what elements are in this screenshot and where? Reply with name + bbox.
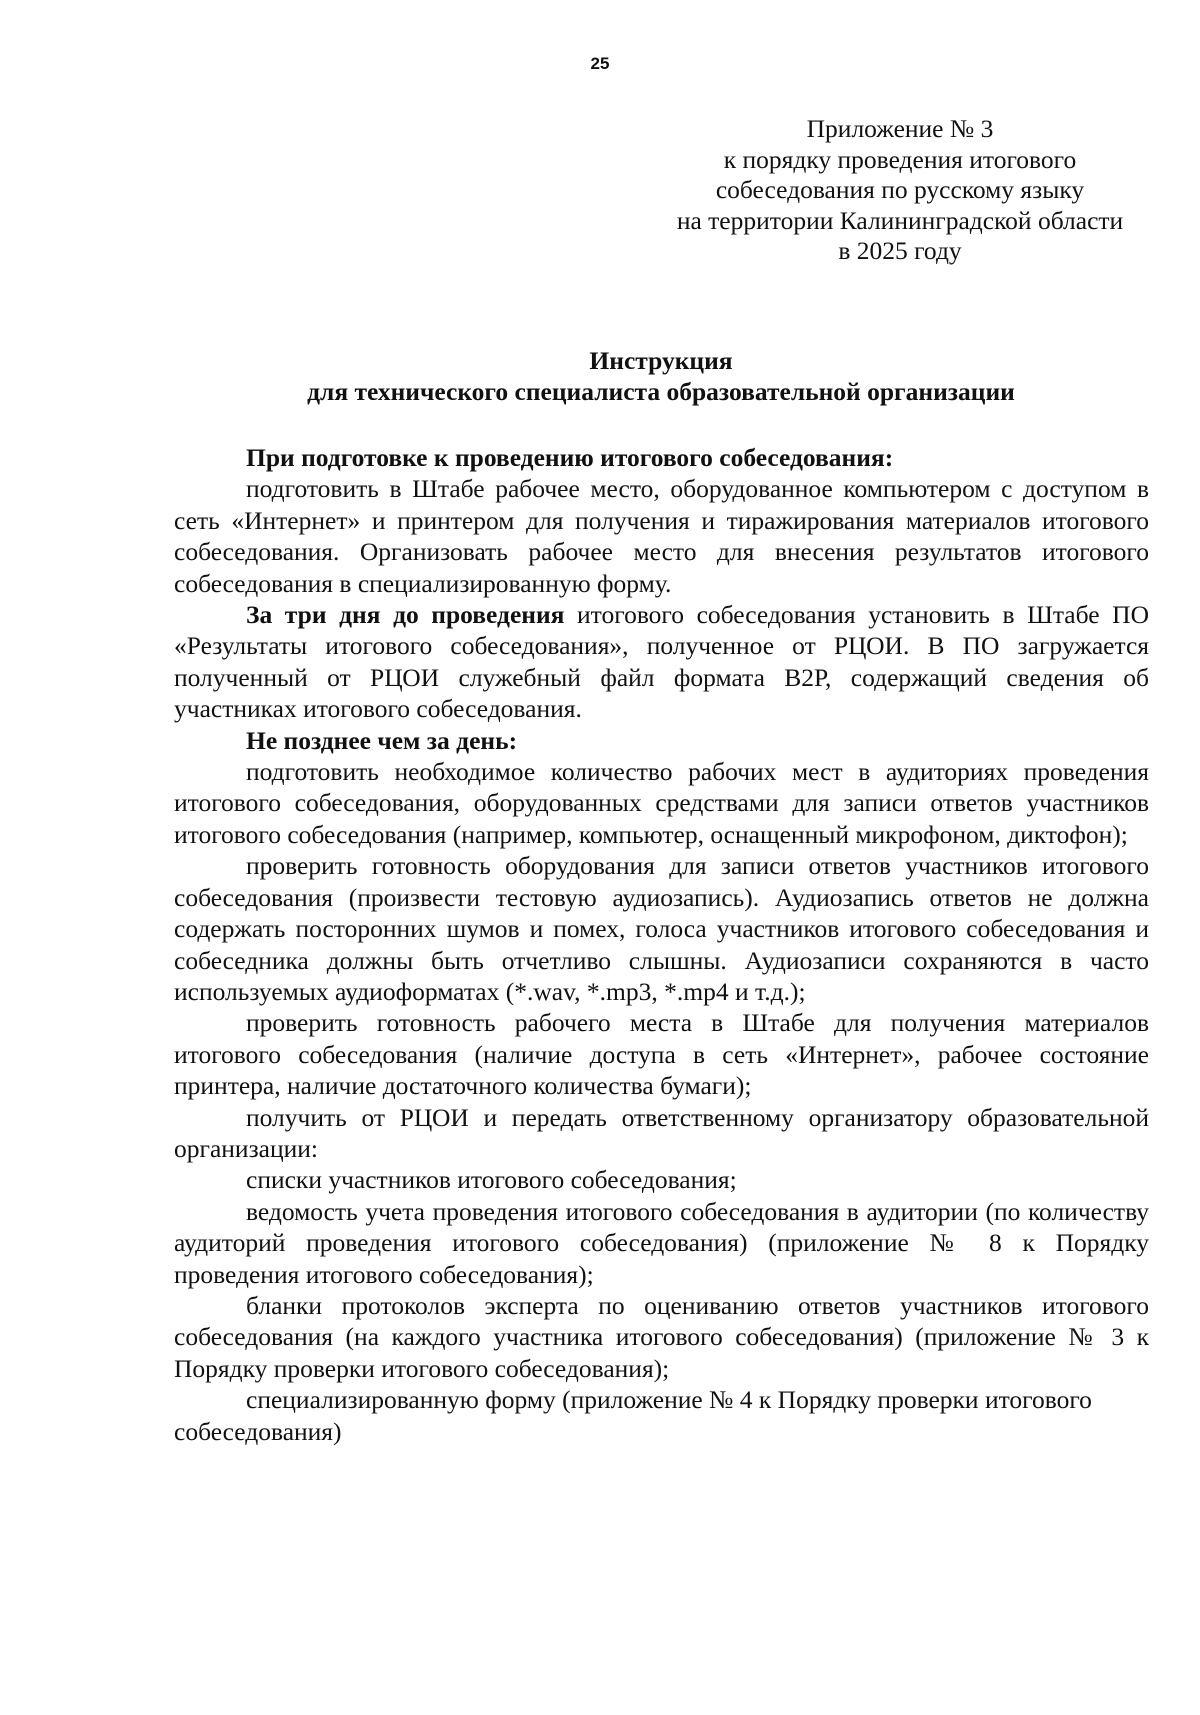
section-heading-preparation: При подготовке к проведению итогового собеседования:	[246, 443, 894, 472]
paragraph-three-days-text: итогового собеседования установить в Штабе ПО «Результаты итогового собеседования», полученное от РЦОИ. В ПО загружается полученный от РЦОИ служебный файл формата В2Р, содержащий сведения об участниках итогового собеседования.	[174, 600, 1149, 724]
title-line-2: для технического специалиста образовательной организации	[307, 377, 1015, 406]
paragraph-preparation: подготовить в Штабе рабочее место, оборудованное компьютером с доступом в сеть «Интернет» и принтером для получения и тиражирования материалов итогового собеседования. Организовать рабочее место для внесения результатов итогового собеседования в специализированную форму.	[174, 474, 1149, 598]
page-number: 25	[590, 54, 610, 73]
list-item: ведомость учета проведения итогового собеседования в аудитории (по количеству аудиторий проведения итогового собеседования) (приложение № 8 к Порядку проведения итогового собеседования);	[174, 1196, 1149, 1289]
document-title	[172, 345, 1150, 407]
list-item: бланки протоколов эксперта по оцениванию ответов участников итогового собеседования (на каждого участника итогового собеседования) (приложение № 3 к Порядку проверки итогового собеседования);	[174, 1290, 1149, 1383]
appendix-line: к порядку проведения итогового	[723, 144, 1077, 174]
appendix-line: на территории Калининградской области	[676, 205, 1124, 235]
appendix-block	[640, 114, 1160, 267]
appendix-line: Приложение № 3	[806, 114, 994, 143]
list-item: проверить готовность рабочего места в Штабе для получения материалов итогового собеседования (наличие доступа в сеть «Интернет», рабочее состояние принтера, наличие достаточного количества бумаги);	[174, 1008, 1149, 1101]
appendix-line: в 2025 году	[838, 236, 962, 265]
paragraph-three-days	[174, 599, 1149, 725]
list-item: проверить готовность оборудования для записи ответов участников итогового собеседования (произвести тестовую аудиозапись). Аудиозапись ответов не должна содержать посторонних шумов и помех, голоса участников итогового собеседования и собеседника должны быть отчетливо слышны. Аудиозаписи сохраняются в часто используемых аудиоформатах (*.wav, *.mp3, *.mp4 и т.д.);	[174, 851, 1149, 1006]
list-item: специализированную форму (приложение № 4 к Порядку проверки итогового собеседования)	[174, 1385, 1092, 1446]
list-item: получить от РЦОИ и передать ответственному организатору образовательной организации:	[174, 1102, 1149, 1163]
appendix-line: собеседования по русскому языку	[715, 175, 1085, 204]
bold-lead-three-days: За три дня до проведения	[246, 600, 565, 630]
title-line-1: Инструкция	[589, 346, 733, 375]
list-item: подготовить необходимое количество рабочих мест в аудиториях проведения итогового собеседования, оборудованных средствами для записи ответов участников итогового собеседования (например, компьютер, оснащенный микрофоном, диктофон);	[174, 757, 1149, 849]
section-heading-day-before: Не позднее чем за день:	[246, 725, 518, 755]
list-item: списки участников итогового собеседования;	[246, 1165, 737, 1195]
document-body	[174, 442, 1149, 1447]
